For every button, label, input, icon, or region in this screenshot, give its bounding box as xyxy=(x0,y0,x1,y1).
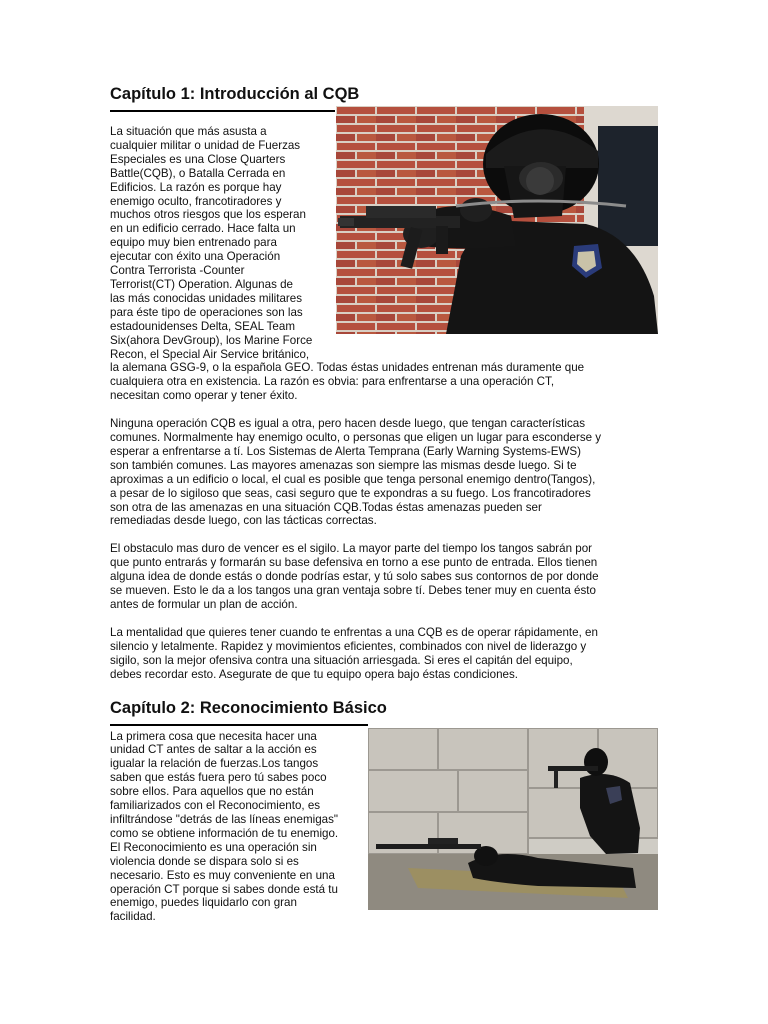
p2-line-6: a pesar de lo sigiloso que seas, casi seguro que te expondras a su fuego. Los francotiradores xyxy=(110,486,591,500)
c2-line-14: facilidad. xyxy=(110,910,156,924)
intro-line-6: enemigo oculto, francotiradores y xyxy=(110,194,282,208)
intro-line-12: Terrorist(CT) Operation. Algunas de xyxy=(110,277,293,291)
c2-line-2: unidad CT antes de saltar a la acción es xyxy=(110,743,317,757)
intro-line-13: las más conocidas unidades militares xyxy=(110,291,303,305)
intro-line-7: muchos otros riesgos que los esperan xyxy=(110,208,306,222)
intro-line-8: en un edificio cerrado. Hace falta un xyxy=(110,222,296,236)
intro-line-4: Battle(CQB), o Batalla Cerrada en xyxy=(110,166,286,180)
c2-line-3: igualar la relación de fuerzas.Los tangos xyxy=(110,757,319,771)
c2-line-10: violencia donde se dispara solo si es xyxy=(110,854,299,868)
c2-line-11: necesario. Esto es muy conveniente en una xyxy=(110,868,335,882)
intro-line-5: Edificios. La razón es porque hay xyxy=(110,180,282,194)
p3-line-3: alguna idea de donde estás o donde podrías estar, y tú solo sabes sus contornos de por donde xyxy=(110,570,599,584)
intro-line-19: cualquiera otra en existencia. La razón es obvia: para enfrentarse a una operación CT, xyxy=(110,375,555,389)
c2-line-9: El Reconocimiento es una operación sin xyxy=(110,840,317,854)
p4-line-3: sigilo, son la mejor ofensiva contra una situación arriesgada. Si eres el capitán del equipo, xyxy=(110,653,573,667)
chapter-2-title: Capítulo 2: Reconocimiento Básico xyxy=(110,698,387,717)
chapter-1-paragraph-4 xyxy=(110,626,658,682)
p3-line-4: se mueven. Esto le da a los tangos una gran ventaja sobre tí. Debes tener muy en cuenta ésto xyxy=(110,584,596,598)
c2-line-4: saben que estás fuera pero tú sabes poco xyxy=(110,771,327,785)
p2-line-4: son también comunes. Las mayores amenazas son siempre las mismas desde luego. Si te xyxy=(110,458,577,472)
intro-line-2: cualquier militar o unidad de Fuerzas xyxy=(110,138,301,152)
chapter-1-paragraph-2 xyxy=(110,417,658,528)
intro-line-20: necesitan como operar y tener éxito. xyxy=(110,389,298,403)
c2-line-7: infiltrándose "detrás de las líneas enemigas" xyxy=(110,812,338,826)
p3-line-2: que punto entrarás y formarán su base defensiva en torno a ese punto de entrada. Ellos tienen xyxy=(110,556,598,570)
intro-line-17: Recon, el Special Air Service británico, xyxy=(110,347,310,361)
p2-line-2: comunes. Normalmente hay enemigo oculto, o personas que eligen un lugar para esconderse y xyxy=(110,431,602,445)
p3-line-5: antes de formular un plan de acción. xyxy=(110,598,298,611)
intro-line-3: Especiales es una Close Quarters xyxy=(110,152,286,166)
c2-line-12: operación CT porque si sabes donde está tu xyxy=(110,882,338,896)
document-page xyxy=(110,84,658,924)
chapter-2 xyxy=(110,698,658,925)
c2-line-8: como se obtiene información de tu enemigo. xyxy=(110,826,339,840)
c2-line-5: sobre ellos. Para aquellos que no están xyxy=(110,785,314,799)
intro-line-10: ejecutar con éxito una Operación xyxy=(110,250,281,264)
intro-line-11: Contra Terrorista -Counter xyxy=(110,264,245,278)
chapter-1-title: Capítulo 1: Introducción al CQB xyxy=(110,85,360,103)
p2-line-8: remediadas desde luego, con las tácticas correctas. xyxy=(110,514,377,528)
p4-line-2: silencio y letalmente. Rapidez y movimientos eficientes, combinados con nivel de liderazgo y xyxy=(110,639,587,653)
intro-line-14: para éste tipo de operaciones son las xyxy=(110,305,303,319)
intro-line-15: estadounidenses Delta, SEAL Team xyxy=(110,319,295,333)
p2-line-5: aproximas a un edificio o local, el cual es posible que tenga personal enemigo dentro(Tangos), xyxy=(110,472,596,486)
chapter-1-paragraph-3 xyxy=(110,542,658,612)
p2-line-7: son otra de las amenazas en una situación CQB.Todas éstas amenazas pueden ser xyxy=(110,500,542,514)
intro-line-9: equipo muy bien entrenado para xyxy=(110,236,277,250)
p4-line-4: debes recordar esto. Asegurate de que tu equipo opera bajo éstas condiciones. xyxy=(110,667,518,681)
intro-line-16: Six(ahora DevGroup), los Marine Force xyxy=(110,333,313,347)
swat-officer-illustration xyxy=(336,106,658,334)
intro-line-1: La situación que más asusta a xyxy=(110,125,267,138)
swat-officer-photo xyxy=(336,106,658,334)
p3-line-1: El obstaculo mas duro de vencer es el sigilo. La mayor parte del tiempo los tangos sabrán por xyxy=(110,542,593,556)
sniper-team-photo xyxy=(368,728,658,910)
c2-line-13: enemigo, puedes liquidarlo con gran xyxy=(110,896,297,910)
sniper-team-illustration xyxy=(368,728,658,910)
c2-line-6: familiarizados con el Reconocimiento, es xyxy=(110,799,321,813)
p4-line-1: La mentalidad que quieres tener cuando te enfrentas a una CQB es de operar rápidamente, en xyxy=(110,625,598,639)
chapter-1 xyxy=(110,84,658,682)
intro-line-18: la alemana GSG-9, o la española GEO. Todas éstas unidades entrenan más duramente que xyxy=(110,361,585,375)
c2-line-1: La primera cosa que necesita hacer una xyxy=(110,729,317,743)
p2-line-1: Ninguna operación CQB es igual a otra, pero hacen desde luego, que tengan características xyxy=(110,417,586,431)
p2-line-3: esperar a enfrentarse a tí. Los Sistemas de Alerta Temprana (Early Warning Systems-EWS) xyxy=(110,444,582,458)
